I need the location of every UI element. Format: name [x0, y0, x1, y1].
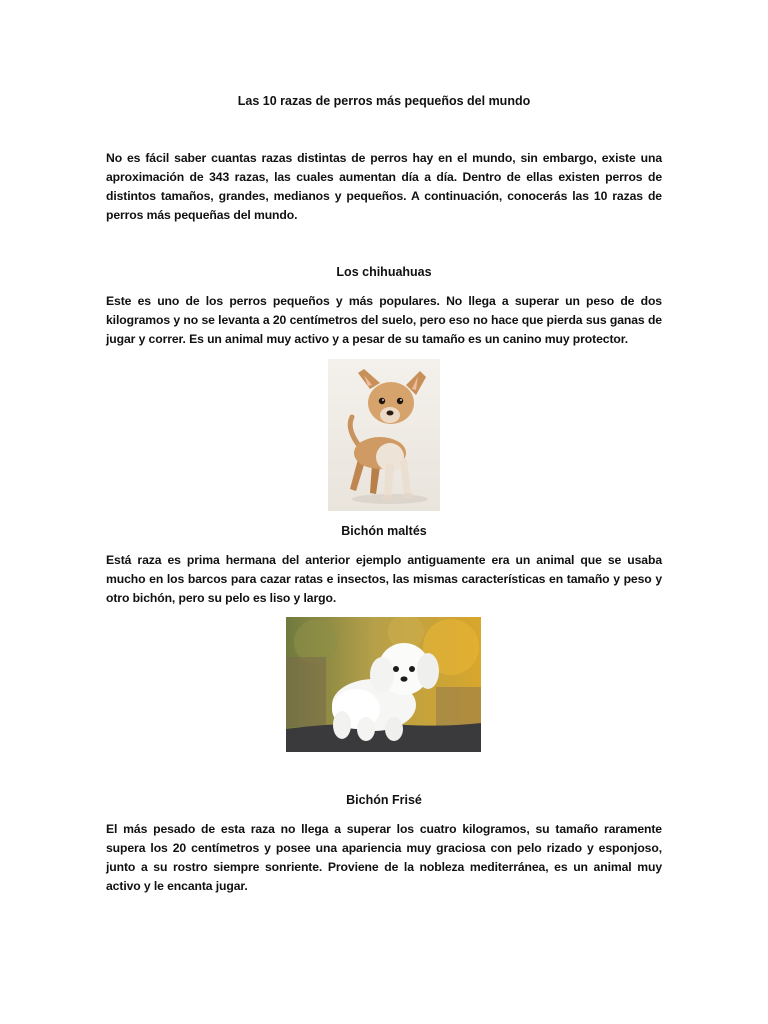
section-text-bichon-maltes: Está raza es prima hermana del anterior ejemplo antiguamente era un animal que se usaba mucho en los barcos para cazar ratas e insectos, las mismas características en tamaño y peso y otro bichón, pero su pelo es liso y largo. [106, 553, 662, 605]
section-heading-bichon-frise: Bichón Frisé [346, 793, 422, 807]
bichon-maltes-photo [286, 617, 481, 752]
intro-paragraph: No es fácil saber cuantas razas distintas de perros hay en el mundo, sin embargo, existe una aproximación de 343 razas, las cuales aumentan día a día. Dentro de ellas existen perros de distintos tamaños, grandes, medianos y pequeños. A continuación, conocerás las 10 razas de perros más pequeñas del mundo. [106, 151, 662, 222]
chihuahua-photo [328, 359, 440, 511]
section-heading-bichon-maltes: Bichón maltés [341, 524, 427, 538]
section-text-chihuahuas: Este es uno de los perros pequeños y más populares. No llega a superar un peso de dos kilogramos y no se levanta a 20 centímetros del suelo, pero eso no hace que pierda sus ganas de jugar y correr. Es un animal muy activo y a pesar de su tamaño es un canino muy protector. [106, 294, 662, 346]
section-heading-chihuahuas: Los chihuahuas [336, 265, 432, 279]
section-text-bichon-frise: El más pesado de esta raza no llega a superar los cuatro kilogramos, su tamaño raramente supera los 20 centímetros y posee una apariencia muy graciosa con pelo rizado y esponjoso, junto a su rostro siempre sonriente. Proviene de la nobleza mediterránea, es un animal muy activo y le encanta jugar. [106, 822, 662, 893]
document-title: Las 10 razas de perros más pequeños del mundo [237, 94, 531, 108]
